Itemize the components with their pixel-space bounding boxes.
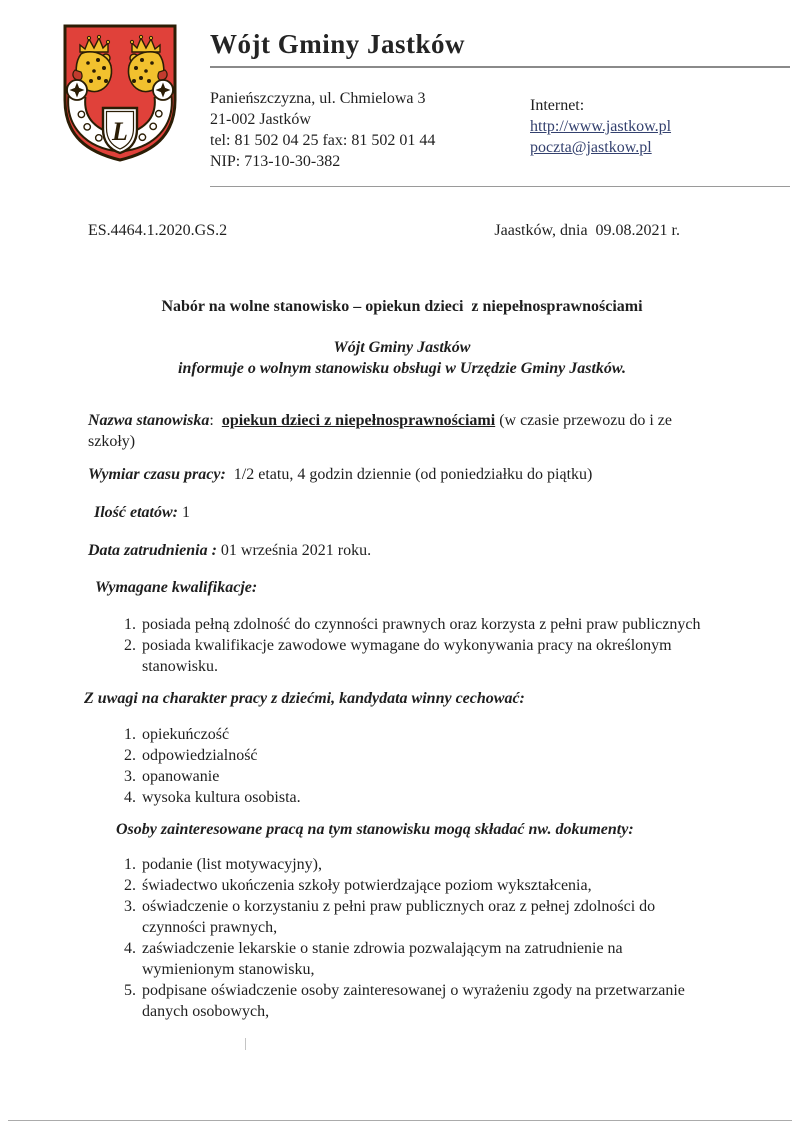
address-line: tel: 81 502 04 25 fax: 81 502 01 44 bbox=[210, 132, 436, 149]
list-item: 1. posiada pełną zdolność do czynności prawnych oraz korzysta z pełni praw publicznych bbox=[140, 614, 716, 635]
position-suffix: (w czasie przewozu do i ze szkoły) bbox=[88, 412, 676, 450]
start-date-label: Data zatrudnienia : bbox=[88, 542, 217, 559]
list-item: 2. odpowiedzialność bbox=[140, 745, 716, 766]
traits-list bbox=[88, 724, 716, 808]
traits-heading: Z uwagi na charakter pracy z dziećmi, kandydata winny cechować: bbox=[84, 690, 525, 707]
work-time-field bbox=[88, 464, 716, 485]
list-item: 4. zaświadczenie lekarskie o stanie zdrowia pozwalającym na zatrudnienie na wymienionym stanowisku, bbox=[140, 938, 716, 980]
fte-label: Ilość etatów: bbox=[94, 504, 178, 521]
position-value: opiekun dzieci z niepełnosprawnościami bbox=[221, 412, 496, 429]
internet-label: Internet: bbox=[530, 97, 585, 114]
jastkow-coat-of-arms bbox=[55, 18, 185, 166]
list-item: 3. opanowanie bbox=[140, 766, 716, 787]
list-item: 1. podanie (list motywacyjny), bbox=[140, 854, 716, 875]
start-date-value: 01 września 2021 roku. bbox=[216, 542, 372, 559]
qualifications-heading: Wymagane kwalifikacje: bbox=[95, 579, 258, 596]
address-line: 21-002 Jastków bbox=[210, 111, 311, 128]
address-block bbox=[210, 88, 530, 172]
place-and-date: Jaastków, dnia 09.08.2021 r. bbox=[494, 222, 680, 239]
crest-letter: L bbox=[112, 117, 128, 146]
reference-number: ES.4464.1.2020.GS.2 bbox=[88, 222, 228, 239]
fte-value: 1 bbox=[178, 504, 190, 521]
list-item: 2. posiada kwalifikacje zawodowe wymagane do wykonywania pracy na określonym stanowisku. bbox=[140, 635, 716, 677]
page-bottom-scan-line bbox=[8, 1120, 792, 1121]
address-line: Panieńszczyzna, ul. Chmielowa 3 bbox=[210, 90, 426, 107]
coat-of-arms-graphic bbox=[55, 18, 185, 166]
list-item: 2. świadectwo ukończenia szkoły potwierdzające poziom wykształcenia, bbox=[140, 875, 716, 896]
list-item: 4. wysoka kultura osobista. bbox=[140, 787, 716, 808]
list-item: 1. opiekuńczość bbox=[140, 724, 716, 745]
fte-field bbox=[94, 502, 716, 523]
work-time-value: 1/2 etatu, 4 godzin dziennie (od poniedziałku do piątku) bbox=[225, 466, 593, 483]
internet-block bbox=[530, 88, 671, 172]
documents-list bbox=[88, 854, 716, 1022]
start-date-field bbox=[88, 540, 716, 561]
letterhead-divider-top bbox=[210, 66, 790, 68]
position-separator: : bbox=[209, 412, 222, 429]
letterhead bbox=[210, 28, 790, 187]
documents-heading: Osoby zainteresowane pracą na tym stanowisku mogą składać nw. dokumenty: bbox=[116, 821, 634, 838]
position-field bbox=[88, 410, 716, 452]
website-link[interactable]: http://www.jastkow.pl bbox=[530, 118, 672, 135]
list-item: 3. oświadczenie o korzystaniu z pełni praw publicznych oraz z pełnej zdolności do czynności prawnych, bbox=[140, 896, 716, 938]
meta-row bbox=[88, 222, 680, 240]
announcement-subtitle-1: Wójt Gminy Jastków bbox=[333, 339, 471, 356]
qualifications-list bbox=[88, 614, 716, 677]
announcement-title: Nabór na wolne stanowisko – opiekun dzieci z niepełnosprawnościami bbox=[161, 298, 643, 315]
document-body bbox=[84, 292, 716, 1022]
work-time-label: Wymiar czasu pracy: bbox=[88, 466, 226, 483]
announcement-subtitle-2: informuje o wolnym stanowisku obsługi w Urzędzie Gminy Jastków. bbox=[178, 360, 626, 377]
org-title: Wójt Gminy Jastków bbox=[210, 29, 466, 59]
email-link[interactable]: poczta@jastkow.pl bbox=[530, 139, 652, 156]
position-label: Nazwa stanowiska bbox=[88, 412, 210, 429]
address-line: NIP: 713-10-30-382 bbox=[210, 153, 341, 170]
scan-artifact-mark bbox=[245, 1038, 246, 1050]
letterhead-divider-bottom bbox=[210, 186, 790, 187]
list-item: 5. podpisane oświadczenie osoby zainteresowanej o wyrażeniu zgody na przetwarzanie danych osobowych, bbox=[140, 980, 716, 1022]
